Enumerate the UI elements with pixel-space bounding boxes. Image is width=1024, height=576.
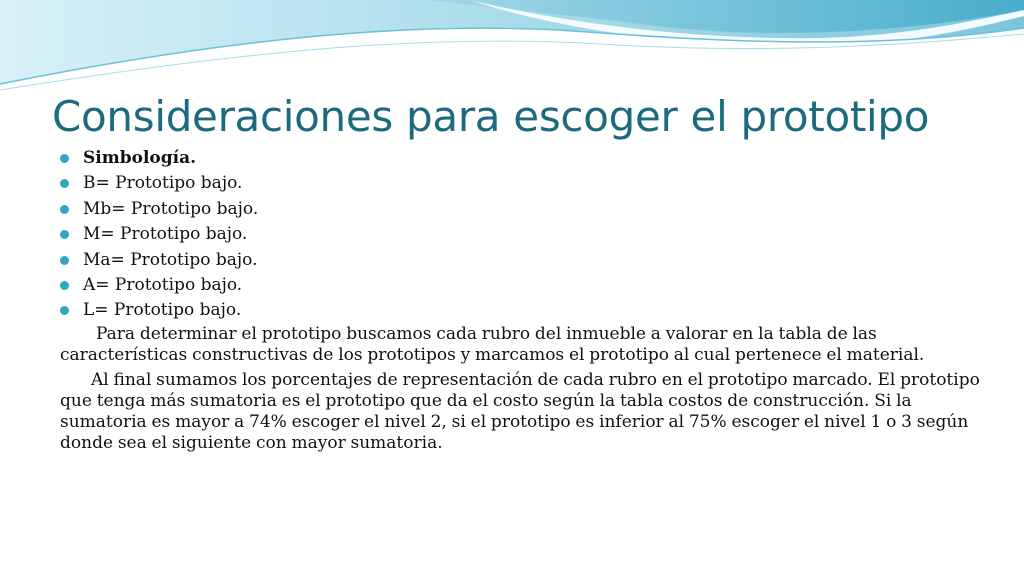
bullet-item-a bbox=[60, 273, 980, 298]
bullet-dot-icon bbox=[60, 154, 69, 163]
bullet-text: L= Prototipo bajo. bbox=[83, 300, 242, 321]
slide-content bbox=[60, 146, 980, 454]
bullet-dot-icon bbox=[60, 205, 69, 214]
bullet-item-ma bbox=[60, 248, 980, 273]
bullet-item-m bbox=[60, 222, 980, 247]
slide-title: Consideraciones para escoger el prototipo bbox=[52, 92, 930, 141]
bullet-text: M= Prototipo bajo. bbox=[83, 224, 248, 245]
bullet-item-b bbox=[60, 171, 980, 196]
bullet-dot-icon bbox=[60, 230, 69, 239]
paragraph-al-final: Al final sumamos los porcentajes de representación de cada rubro en el prototipo marcado. El prototipo que tenga más sumatoria es el prototipo que da el costo según la tabla costos de construcción. Si la sumatoria es mayor a 74% escoger el nivel 2, si el prototipo es inferior al 75% escoger el nivel 1 o 3 según donde sea el siguiente con mayor sumatoria. bbox=[60, 369, 980, 453]
paragraph-determinar: Para determinar el prototipo buscamos cada rubro del inmueble a valorar en la tabla de las características constructivas de los prototipos y marcamos el prototipo al cual pertenece el material. bbox=[60, 323, 925, 365]
bullet-item-l bbox=[60, 298, 980, 323]
bullet-dot-icon bbox=[60, 306, 69, 315]
bullet-item-simbologia bbox=[60, 146, 980, 171]
bullet-item-mb bbox=[60, 197, 980, 222]
bullet-list bbox=[60, 146, 980, 324]
bullet-dot-icon bbox=[60, 281, 69, 290]
bullet-text: Simbología. bbox=[83, 148, 197, 168]
bullet-dot-icon bbox=[60, 256, 69, 265]
bullet-text: Ma= Prototipo bajo. bbox=[83, 249, 258, 270]
bullet-text: B= Prototipo bajo. bbox=[83, 173, 243, 194]
header-wave-decoration bbox=[0, 0, 1024, 100]
bullet-text: A= Prototipo bajo. bbox=[83, 274, 243, 295]
bullet-text: Mb= Prototipo bajo. bbox=[83, 198, 259, 219]
bullet-dot-icon bbox=[60, 179, 69, 188]
